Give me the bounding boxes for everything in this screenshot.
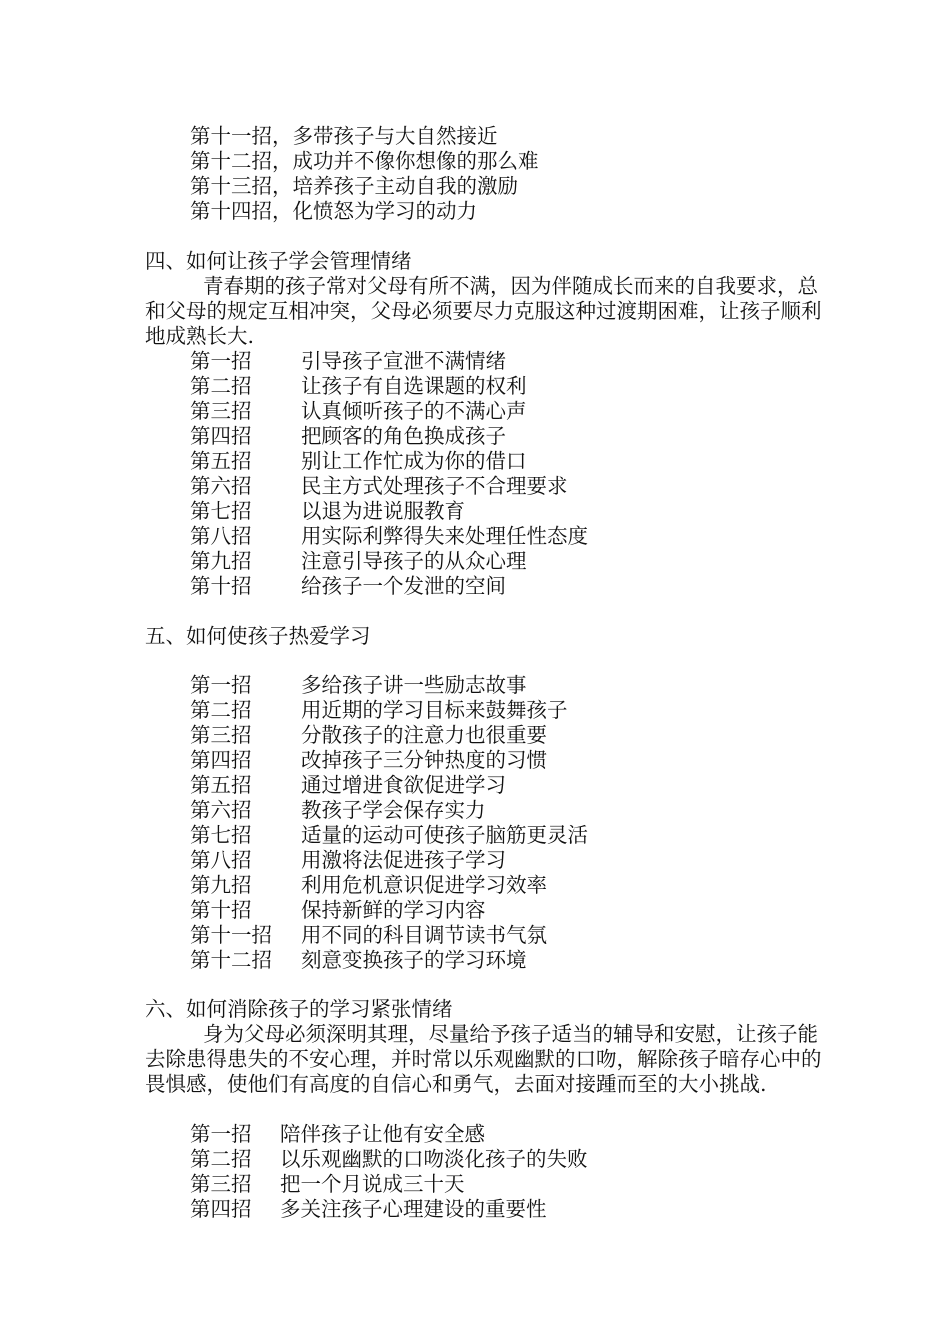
list-item xyxy=(190,773,506,798)
item-number: 第七招 xyxy=(190,823,252,847)
item-text: 引导孩子宣泄不满情绪 xyxy=(301,349,506,373)
item-text: 用实际利弊得失来处理任性态度 xyxy=(301,524,588,548)
item-text: 教孩子学会保存实力 xyxy=(301,798,486,822)
item-number: 第六招 xyxy=(190,798,252,822)
section-paragraph: 青春期的孩子常对父母有所不满，因为伴随成长而来的自我要求，总和父母的规定互相冲突，父母必须要尽力克服这种过渡期困难，让孩子顺利地成熟长大. xyxy=(145,274,822,348)
list-item: 第十一招，多带孩子与大自然接近 xyxy=(190,124,498,148)
item-number: 第八招 xyxy=(190,848,252,872)
item-text: 多关注孩子心理建设的重要性 xyxy=(280,1197,547,1221)
item-text: 陪伴孩子让他有安全感 xyxy=(280,1122,485,1146)
item-number: 第六招 xyxy=(190,474,252,498)
item-text: 把顾客的角色换成孩子 xyxy=(301,424,506,448)
item-number: 第一招 xyxy=(190,673,252,697)
item-text: 多给孩子讲一些励志故事 xyxy=(301,673,527,697)
list-item xyxy=(190,349,506,374)
item-text: 给孩子一个发泄的空间 xyxy=(301,574,506,598)
list-item xyxy=(190,424,506,449)
item-number: 第四招 xyxy=(190,748,252,772)
item-number: 第七招 xyxy=(190,499,252,523)
item-number: 第八招 xyxy=(190,524,252,548)
item-number: 第四招 xyxy=(190,1197,252,1221)
item-text: 把一个月说成三十天 xyxy=(280,1172,465,1196)
item-text: 别让工作忙成为你的借口 xyxy=(301,449,527,473)
item-number: 第十招 xyxy=(190,574,252,598)
item-number: 第四招 xyxy=(190,424,252,448)
item-number: 第十二招 xyxy=(190,948,272,972)
list-item xyxy=(190,798,486,823)
item-text: 保持新鲜的学习内容 xyxy=(301,898,486,922)
item-number: 第三招 xyxy=(190,1172,252,1196)
section-heading: 六、如何消除孩子的学习紧张情绪 xyxy=(145,997,453,1021)
list-item xyxy=(190,673,527,698)
item-number: 第二招 xyxy=(190,698,252,722)
list-item xyxy=(190,1197,547,1222)
item-text: 注意引导孩子的从众心理 xyxy=(301,549,527,573)
item-text: 通过增进食欲促进学习 xyxy=(301,773,506,797)
list-item xyxy=(190,1122,485,1147)
item-text: 适量的运动可使孩子脑筋更灵活 xyxy=(301,823,588,847)
item-text: 用近期的学习目标来鼓舞孩子 xyxy=(301,698,568,722)
list-item xyxy=(190,698,568,723)
list-item xyxy=(190,823,588,848)
item-number: 第一招 xyxy=(190,1122,252,1146)
list-item: 第十三招，培养孩子主动自我的激励 xyxy=(190,174,518,198)
item-text: 利用危机意识促进学习效率 xyxy=(301,873,547,897)
section-paragraph: 身为父母必须深明其理，尽量给予孩子适当的辅导和安慰，让孩子能去除患得患失的不安心理，并时常以乐观幽默的口吻，解除孩子暗存心中的畏惧感，使他们有高度的自信心和勇气，去面对接踵而至的大小挑战. xyxy=(145,1022,822,1096)
list-item xyxy=(190,723,547,748)
item-text: 用不同的科目调节读书气氛 xyxy=(301,923,547,947)
list-item xyxy=(190,549,527,574)
list-item xyxy=(190,449,527,474)
list-item xyxy=(190,898,486,923)
section-heading: 五、如何使孩子热爱学习 xyxy=(145,624,371,648)
item-text: 以退为进说服教育 xyxy=(301,499,465,523)
item-number: 第三招 xyxy=(190,723,252,747)
item-text: 认真倾听孩子的不满心声 xyxy=(301,399,527,423)
list-item xyxy=(190,873,547,898)
item-number: 第二招 xyxy=(190,374,252,398)
list-item xyxy=(190,923,547,948)
item-number: 第三招 xyxy=(190,399,252,423)
list-item xyxy=(190,474,568,499)
item-text: 分散孩子的注意力也很重要 xyxy=(301,723,547,747)
item-number: 第五招 xyxy=(190,449,252,473)
item-number: 第五招 xyxy=(190,773,252,797)
list-item: 第十四招，化愤怒为学习的动力 xyxy=(190,199,477,223)
list-item xyxy=(190,574,506,599)
list-item xyxy=(190,1172,465,1197)
item-number: 第一招 xyxy=(190,349,252,373)
list-item xyxy=(190,499,465,524)
item-number: 第十招 xyxy=(190,898,252,922)
list-item xyxy=(190,748,547,773)
item-text: 刻意变换孩子的学习环境 xyxy=(301,948,527,972)
list-item xyxy=(190,399,527,424)
item-number: 第九招 xyxy=(190,549,252,573)
section-heading: 四、如何让孩子学会管理情绪 xyxy=(145,249,412,273)
item-text: 让孩子有自选课题的权利 xyxy=(301,374,527,398)
item-text: 改掉孩子三分钟热度的习惯 xyxy=(301,748,547,772)
item-number: 第十一招 xyxy=(190,923,272,947)
item-text: 以乐观幽默的口吻淡化孩子的失败 xyxy=(280,1147,588,1171)
list-item xyxy=(190,374,527,399)
item-number: 第二招 xyxy=(190,1147,252,1171)
list-item: 第十二招，成功并不像你想像的那么难 xyxy=(190,149,539,173)
list-item xyxy=(190,524,588,549)
list-item xyxy=(190,948,527,973)
list-item xyxy=(190,1147,588,1172)
item-number: 第九招 xyxy=(190,873,252,897)
item-text: 用激将法促进孩子学习 xyxy=(301,848,506,872)
list-item xyxy=(190,848,506,873)
item-text: 民主方式处理孩子不合理要求 xyxy=(301,474,568,498)
